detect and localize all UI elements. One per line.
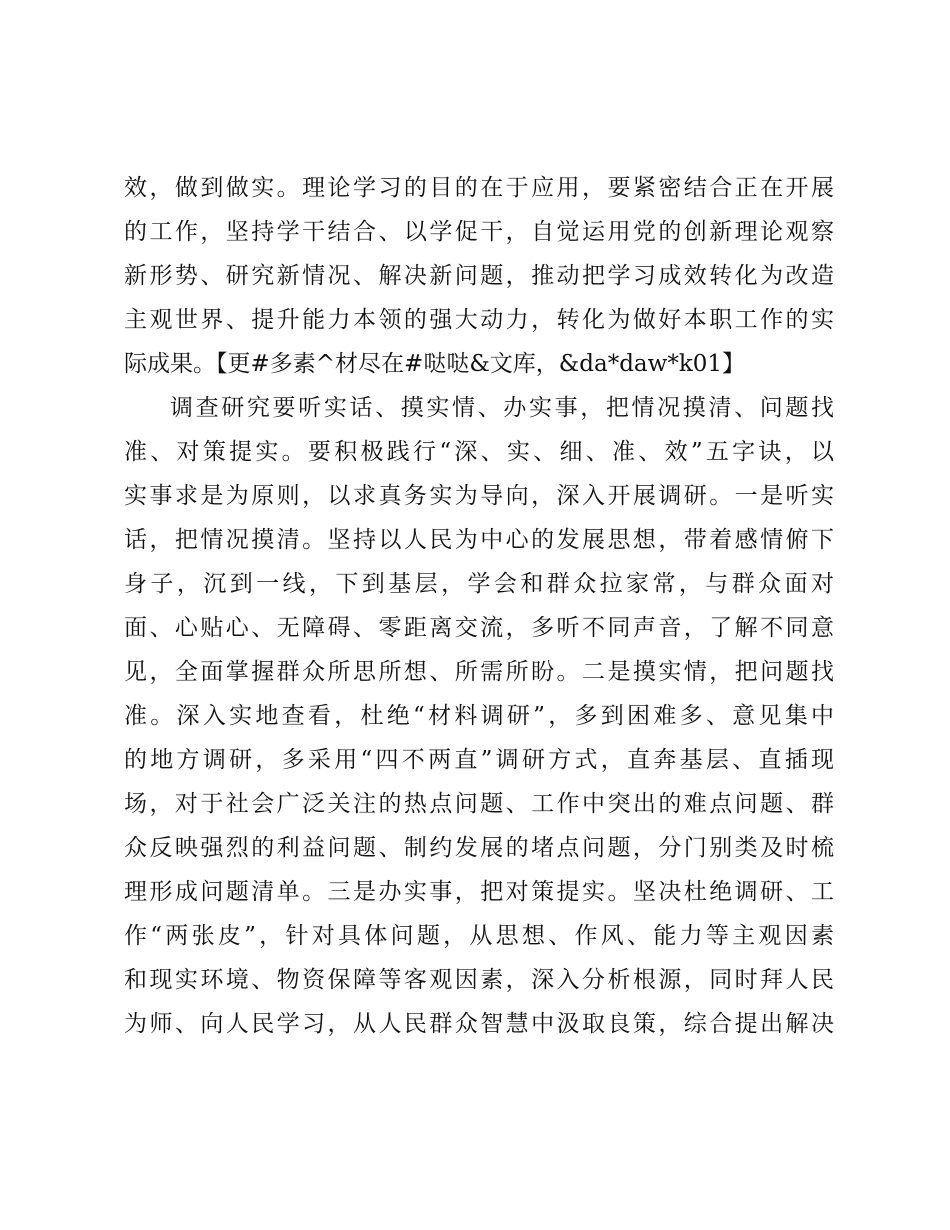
paragraph-1-line-5: 际成果。【更#多素^材尽在#哒哒&文库，&da*daw*k01】 [124,351,746,377]
paragraph-2 [124,386,834,1046]
paragraph-1-line-2: 的工作，坚持学干结合、以学促干，自觉运用党的创新理论观察 [124,219,834,245]
document-body [124,166,834,1046]
paragraph-2-line-11: 众反映强烈的利益问题、制约发展的堵点问题，分门别类及时梳 [124,835,834,861]
paragraph-2-line-10: 场，对于社会广泛关注的热点问题、工作中突出的难点问题、群 [124,791,834,817]
paragraph-1-line-3: 新形势、研究新情况、解决新问题，推动把学习成效转化为改造 [124,263,834,289]
paragraph-2-line-2: 准、对策提实。要积极践行“深、实、细、准、效”五字诀，以 [124,439,834,465]
paragraph-1-line-1: 效，做到做实。理论学习的目的在于应用，要紧密结合正在开展 [124,175,834,201]
paragraph-2-line-1: 调查研究要听实话、摸实情、办实事，把情况摸清、问题找 [170,395,834,421]
paragraph-2-line-7: 见，全面掌握群众所思所想、所需所盼。二是摸实情，把问题找 [124,659,834,685]
paragraph-1-line-4: 主观世界、提升能力本领的强大动力，转化为做好本职工作的实 [124,307,834,333]
paragraph-2-line-12: 理形成问题清单。三是办实事，把对策提实。坚决杜绝调研、工 [124,879,834,905]
paragraph-2-line-15: 为师、向人民学习，从人民群众智慧中汲取良策，综合提出解决 [124,1011,834,1037]
paragraph-2-line-6: 面、心贴心、无障碍、零距离交流，多听不同声音，了解不同意 [124,615,834,641]
paragraph-2-line-14: 和现实环境、物资保障等客观因素，深入分析根源，同时拜人民 [124,967,834,993]
paragraph-2-line-8: 准。深入实地查看，杜绝“材料调研”，多到困难多、意见集中 [124,703,834,729]
paragraph-2-line-13: 作“两张皮”，针对具体问题，从思想、作风、能力等主观因素 [124,923,834,949]
paragraph-2-line-4: 话，把情况摸清。坚持以人民为中心的发展思想，带着感情俯下 [124,527,834,553]
paragraph-1 [124,166,834,386]
paragraph-2-line-5: 身子，沉到一线，下到基层，学会和群众拉家常，与群众面对 [124,571,834,597]
paragraph-2-line-9: 的地方调研，多采用“四不两直”调研方式，直奔基层、直插现 [124,747,834,773]
paragraph-2-line-3: 实事求是为原则，以求真务实为导向，深入开展调研。一是听实 [124,483,834,509]
